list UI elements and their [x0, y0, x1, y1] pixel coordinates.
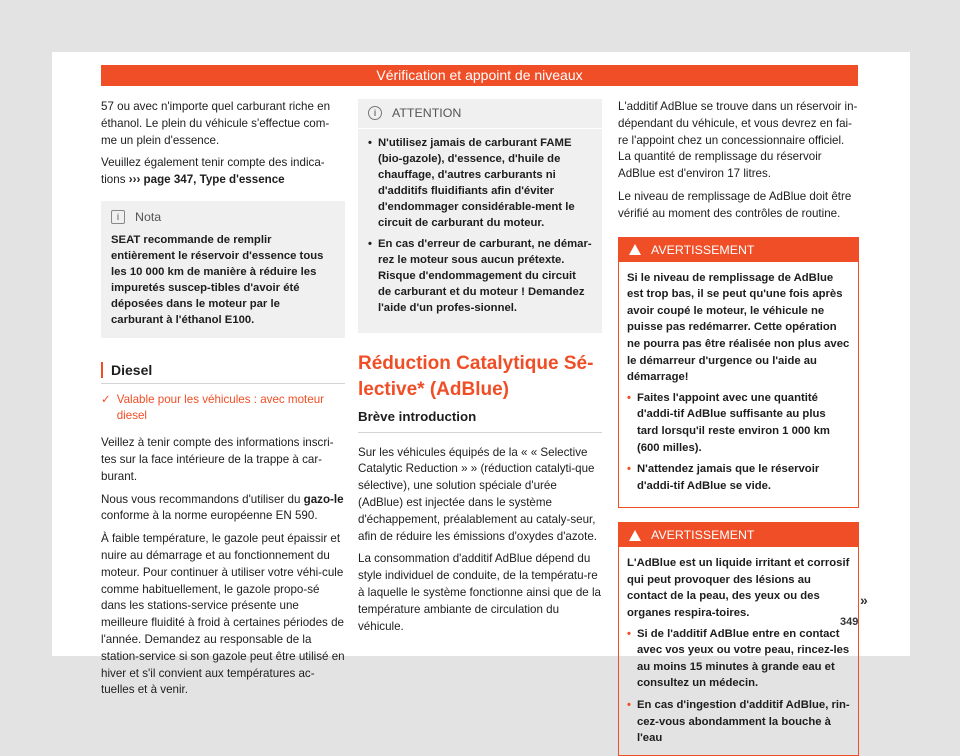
section-heading: Diesel	[111, 361, 153, 378]
column-2	[358, 99, 602, 641]
bullet-icon: •	[627, 391, 631, 404]
subsection-heading: Brève introduction	[358, 409, 602, 433]
info-circle-icon: i	[368, 106, 382, 120]
list-item-text: N'attendez jamais que le réservoir d'addi-tif AdBlue se vide.	[636, 463, 820, 492]
paragraph-text: Veuillez également tenir compte des indica-tions	[101, 156, 325, 187]
paragraph: Veillez à tenir compte des informations inscri-tes sur la face intérieure de la trappe à car-burant.	[101, 436, 334, 483]
bold-term: gazo-le	[303, 492, 344, 506]
paragraph	[101, 492, 345, 526]
warning-box	[618, 237, 859, 509]
list-item	[627, 390, 850, 456]
info-icon: i	[111, 210, 125, 224]
paragraph-text: conforme à la norme européenne EN 590.	[101, 509, 318, 523]
list-item	[627, 697, 850, 747]
column-3	[618, 99, 859, 756]
warning-triangle-icon	[629, 244, 641, 255]
page-number: 349	[840, 616, 859, 628]
warning-title: AVERTISSEMENT	[651, 528, 755, 543]
nota-title: Nota	[135, 209, 162, 224]
list-item-text: En cas d'ingestion d'additif AdBlue, rin-cez-vous abondamment la bouche à l'eau	[636, 699, 850, 745]
list-item	[627, 626, 850, 692]
continue-marker: »	[860, 592, 868, 608]
bullet-icon: •	[368, 136, 372, 149]
warning-box	[618, 522, 859, 756]
list-item-text: N'utilisez jamais de carburant FAME (bio-gazole), d'essence, d'huile de chauffage, d'autres carburants ni d'additifs fluidifiants afin d'éviter d'endommager considérable-ment le circuit de carburant du moteur.	[377, 136, 575, 229]
nota-header	[111, 209, 335, 226]
applicability-text: Valable pour les véhicules : avec moteur diesel	[116, 392, 325, 423]
checkmark-icon: ✓	[101, 392, 111, 406]
page-header: Vérification et appoint de niveaux	[101, 65, 858, 86]
nota-text: SEAT recommande de remplir entièrement le réservoir d'essence tous les 10 000 km de manière à réduire les impuretés suscep-tibles d'avoir été déposées dans le moteur par le carburant à l'éthanol E100.	[111, 233, 324, 326]
attention-header	[358, 105, 602, 129]
attention-title: ATTENTION	[392, 106, 462, 120]
bullet-icon: •	[627, 627, 631, 640]
list-item-text: Si de l'additif AdBlue entre en contact avec vos yeux ou votre peau, rincez-les au moins 15 minutes à grande eau et consultez un médecin.	[636, 627, 850, 690]
list-item	[368, 236, 592, 316]
warning-body	[619, 555, 858, 747]
section-heading: Réduction Catalytique Sé-lective* (AdBlue)	[358, 352, 594, 400]
applicability-note	[101, 392, 345, 426]
attention-box	[358, 99, 602, 333]
bullet-icon: •	[627, 463, 631, 476]
paragraph: Le niveau de remplissage de AdBlue doit être vérifié au moment des contrôles de routine.	[618, 189, 852, 220]
warning-header	[619, 238, 858, 262]
paragraph: À faible température, le gazole peut épaissir et nuire au démarrage et au fonctionnement du moteur. Pour continuer à utiliser votre véhi-cule comme habituellement, le gazole propo-sé dans les stations-service présente une meilleure fluidité à froid à certaines périodes de l'année. Demandez au responsable de la station-service si son gazole peut être utilisé en hiver et s'il convient aux températures ac-tuelles et à venir.	[101, 532, 345, 697]
paragraph	[101, 155, 345, 189]
warning-body	[619, 270, 858, 495]
paragraph: Sur les véhicules équipés de la « « Selective Catalytic Reduction » » (réduction catalyti-que sélective), une solution spéciale d'urée (AdBlue) est injectée dans le système d'échappement, préalablement au cataly-seur, afin de réduire les émissions d'oxydes d'azote.	[358, 445, 598, 543]
nota-box	[101, 201, 345, 338]
diesel-section-header	[101, 362, 345, 384]
warning-text: Si le niveau de remplissage de AdBlue est trop bas, il se peut qu'une fois après avoir coupé le moteur, le véhicule ne puisse pas redémarrer. Cette opération ne pourra pas être réalisée non plus avec le démarreur d'urgence ou l'aide au démarrage!	[627, 271, 850, 384]
page-reference-link[interactable]: ››› page 347, Type d'essence	[128, 173, 285, 187]
attention-body	[368, 135, 592, 316]
warning-header	[619, 523, 858, 547]
paragraph: La consommation d'additif AdBlue dépend du style individuel de conduite, de la températu-re à laquelle le système fonctionne ainsi que de la température ambiante de circulation du véhicule.	[358, 552, 601, 633]
warning-triangle-icon	[629, 530, 641, 541]
bullet-icon: •	[368, 237, 372, 250]
column-1	[101, 99, 345, 705]
warning-text: L'AdBlue est un liquide irritant et corrosif qui peut provoquer des lésions au contact de la peau, des yeux ou des organes respira-toires.	[627, 557, 850, 620]
paragraph: L'additif AdBlue se trouve dans un réservoir in-dépendant du véhicule, et vous devrez en fai-re l'appoint chez un concessionnaire officiel. La quantité de remplissage du réservoir AdBlue est d'environ 17 litres.	[618, 100, 858, 181]
list-item-text: En cas d'erreur de carburant, ne démar-rez le moteur sous aucun prétexte. Risque d'endommagement du circuit de carburant et du moteur ! Demandez l'aide d'un profes-sionnel.	[377, 237, 592, 314]
bullet-icon: •	[627, 699, 631, 712]
list-item	[627, 461, 850, 494]
section-marker	[101, 362, 103, 378]
list-item-text: Faites l'appoint avec une quantité d'addi-tif AdBlue suffisante au plus tard lorsqu'il reste environ 1 000 km (600 milles).	[636, 391, 830, 454]
list-item	[368, 135, 592, 231]
paragraph: 57 ou avec n'importe quel carburant riche en éthanol. Le plein du véhicule s'effectue com-me un plein d'essence.	[101, 100, 331, 147]
warning-title: AVERTISSEMENT	[651, 242, 755, 257]
paragraph-text: Nous vous recommandons d'utiliser du	[101, 492, 301, 506]
